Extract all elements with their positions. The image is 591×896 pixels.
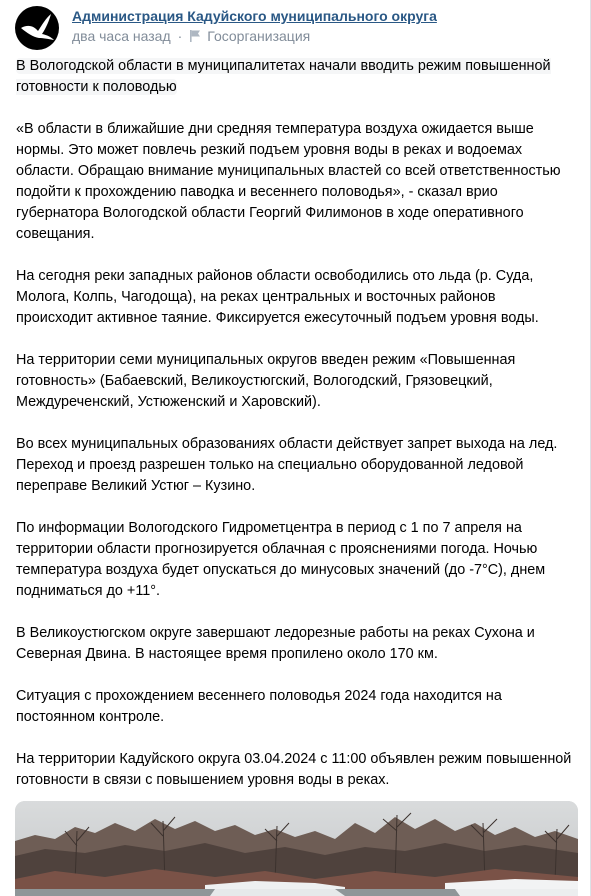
bird-logo-icon (15, 6, 59, 50)
post-photo[interactable] (15, 801, 578, 896)
category-label: Госорганизация (207, 28, 311, 44)
meta-separator: · (177, 28, 183, 44)
paragraph-4: На территории семи муниципальных округов введен режим «Повышенная готовность» (Бабаевский, Великоустюгский, Вологодский, Грязовецкий, Междуреченский, Устюженский и Харовский). (16, 352, 516, 410)
paragraph-6: По информации Вологодского Гидрометцентра в период с 1 по 7 апреля на территории области прогнозируется облачная с прояснениями погода. Ночью температура воздуха будет опускаться до минусовых значений (до -7°С), днем подниматься до +11°. (16, 520, 546, 599)
paragraph-2: «В области в ближайшие дни средняя температура воздуха ожидается выше нормы. Это может повлечь резкий подъем уровня воды в реках и водоемах области. Обращаю внимание муниципальных властей со всей ответственностью подойти к прохождению паводка и весеннего половодья», - сказал врио губернатора Вологодской области Георгий Филимонов в ходе оперативного совещания. (16, 121, 561, 242)
paragraph-1 (16, 56, 576, 98)
paragraph-3: На сегодня реки западных районов области освободились ото льда (р. Суда, Молога, Колпь, Чагодоща), на реках центральных и восточных районов происходит активное таяние. Фиксируется ежесуточный подъем уровня воды. (16, 268, 539, 326)
paragraph-7: В Великоустюгском округе завершают ледорезные работы на реках Сухона и Северная Двина. В настоящее время пропилено около 170 км. (16, 625, 535, 662)
flag-icon (189, 29, 201, 43)
paragraph-9: На территории Кадуйского округа 03.04.2024 с 11:00 объявлен режим повышенной готовности в связи с повышением уровня воды в реках. (16, 751, 572, 788)
post-time[interactable]: два часа назад (72, 28, 171, 44)
winter-landscape-image (15, 801, 578, 896)
author-link[interactable]: Администрация Кадуйского муниципального округа (72, 8, 437, 24)
avatar[interactable] (15, 6, 59, 50)
paragraph-8: Ситуация с прохождением весеннего половодья 2024 года находится на постоянном контроле. (16, 688, 502, 725)
post-meta (72, 28, 310, 44)
paragraph-5: Во всех муниципальных образованиях области действует запрет выхода на лед. Переход и проезд разрешен только на специально оборудованной ледовой переправе Великий Устюг – Кузино. (16, 436, 558, 494)
post-text (16, 56, 576, 812)
post-header (15, 6, 575, 50)
paragraph-text: В Вологодской области в муниципалитетах начали вводить режим повышенной готовности к половодью (16, 58, 551, 95)
